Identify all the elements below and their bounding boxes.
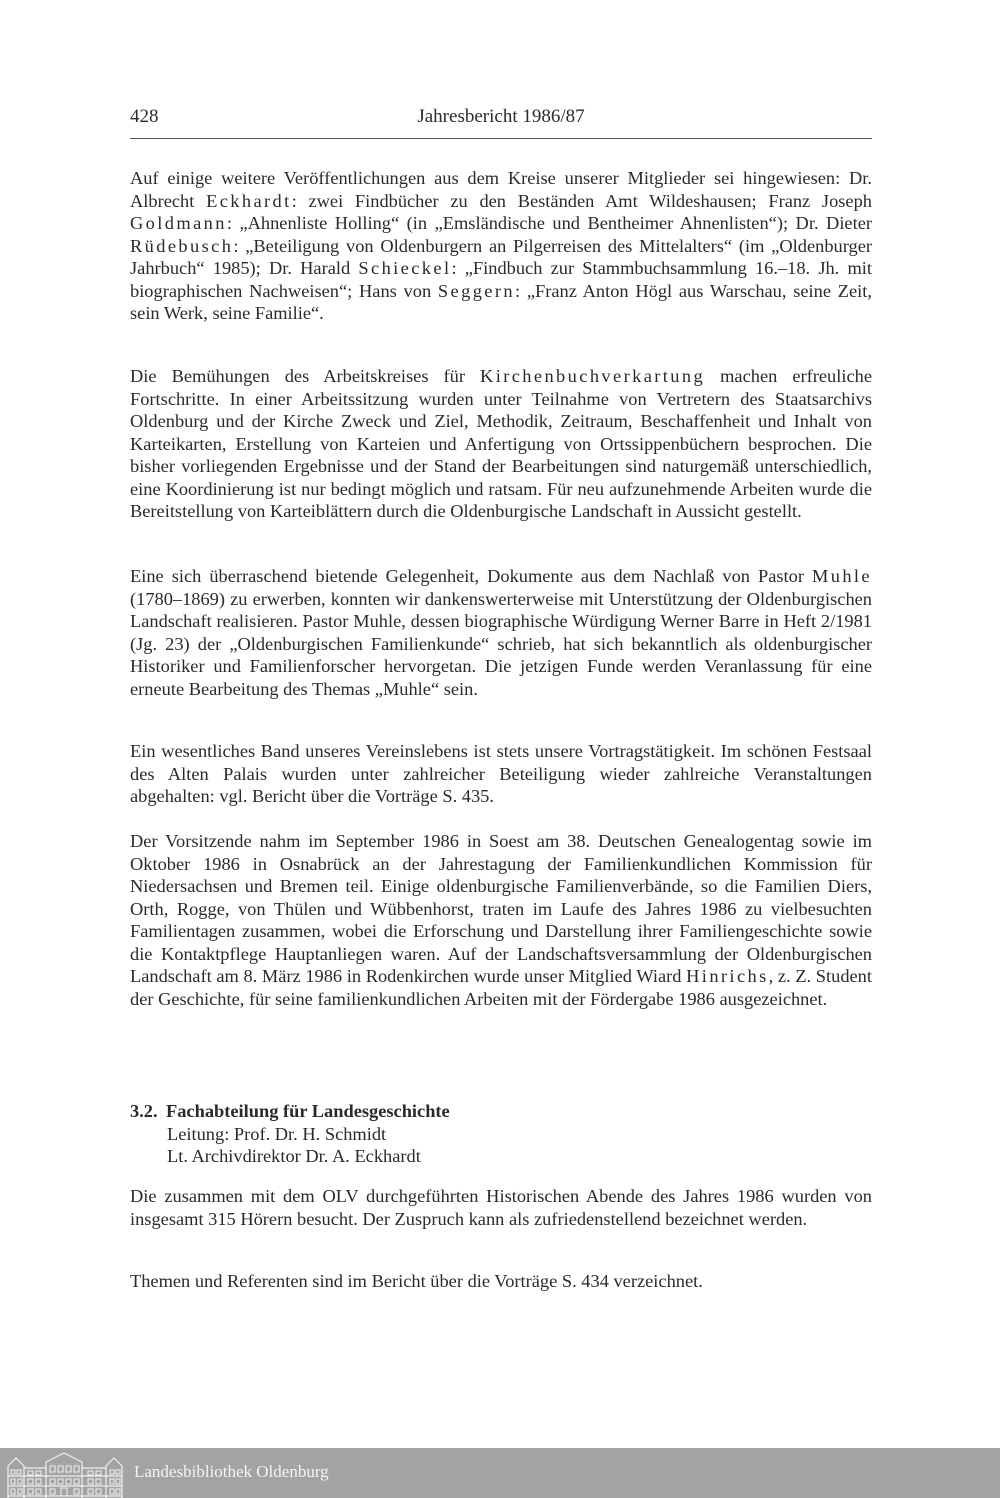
text: machen erfreuliche Fortschritte. In einer Arbeitssitzung wurden unter Teilnahme von Vertretern des Staatsarchivs Oldenburg und der Kirche Zweck und Ziel, Methodik, Zeitraum, Beschaffenheit und Inhalt von Karteikarten, Erstellung von Karteien und Anfertigung von Ortssippenbüchern besprochen. Die bisher vorliegenden Ergebnisse und der Stand der Bearbeitungen sind naturgemäß unterschiedlich, eine Koordinierung ist nur bedingt möglich und ratsam. Für neu aufzunehmende Arbeiten wurde die Bereitstellung von Karteiblättern durch die Oldenburgische Landschaft in Aussicht gestellt. xyxy=(130,366,872,521)
person-name: Rüdebusch xyxy=(130,235,234,256)
paragraph-themen: Themen und Referenten sind im Bericht über die Vorträge S. 434 verzeichnet. xyxy=(130,1271,703,1291)
text: : „Franz Anton Högl aus Warschau, seine Zeit, sein Werk, seine Familie“. xyxy=(130,280,872,323)
section-heading xyxy=(130,1100,872,1168)
paragraph-vorsitzende xyxy=(130,830,872,1010)
text: Die Bemühungen des Arbeitskreises für xyxy=(130,366,481,386)
library-building-icon xyxy=(6,1452,124,1498)
person-name: Muhle xyxy=(811,566,872,586)
text: Der Vorsitzende nahm im September 1986 in Soest am 38. Deutschen Genealogentag sowie im Oktober 1986 in Osnabrück an der Jahrestagung der Familienkundlichen Kommission für Niedersachsen und Bremen teil. Einige oldenburgische Familienverbände, so die Familien Diers, Orth, Rogge, von Thülen und Wübbenhorst, traten im Laufe des Jahres 1986 zu vielbesuchten Familientagen zusammen, wobei die Erforschung und Darstellung ihrer Familiengeschichte sowie die Kontaktpflege Hauptanliegen waren. Auf der Landschaftsversammlung der Oldenburgischen Landschaft am 8. März 1986 in Rodenkirchen wurde unser Mitglied Wiard xyxy=(130,831,872,986)
paragraph-muhle xyxy=(130,565,872,700)
section-number: 3.2. xyxy=(130,1101,158,1121)
page-number: 428 xyxy=(130,106,159,127)
running-header xyxy=(130,104,872,139)
person-name: Goldmann xyxy=(130,213,227,233)
paragraph-historische-abende: Die zusammen mit dem OLV durchgeführten Historischen Abende des Jahres 1986 wurden von insgesamt 315 Hörern besucht. Der Zuspruch kann als zufriedenstellend bezeichnet werden. xyxy=(130,1186,872,1229)
person-name: Schieckel xyxy=(358,258,452,278)
section-title: Fachabteilung für Landesgeschichte xyxy=(166,1101,450,1121)
library-name: Landesbibliothek Oldenburg xyxy=(134,1462,329,1481)
text: : zwei Findbücher zu den Beständen Amt Wildeshausen; Franz Joseph xyxy=(291,190,872,211)
text: (1780–1869) zu erwerben, konnten wir dankenswerterweise mit Unterstützung der Oldenburgischen Landschaft realisieren. Pastor Muhle, dessen biographische Würdigung Werner Barre in Heft 2/1981 (Jg. 23) der „Oldenburgischen Familienkunde“ schrieb, hat sich bekanntlich als oldenburgischer Historiker und Familienforscher hervorgetan. Die jetzigen Funde werden Veranlassung für eine erneute Bearbeitung des Themas „Muhle“ sein. xyxy=(130,588,872,699)
paragraph-publications xyxy=(130,167,872,325)
section-leader-line: Lt. Archivdirektor Dr. A. Eckhardt xyxy=(167,1146,421,1166)
page-header-area xyxy=(130,104,872,139)
spaced-term: Kirchenbuchverkartung xyxy=(480,366,706,386)
person-name: Hinrichs xyxy=(686,966,769,986)
text: Eine sich überraschend bietende Gelegenheit, Dokumente aus dem Nachlaß von Pastor xyxy=(130,566,812,586)
footer-bar xyxy=(0,1448,1000,1498)
text: : „Beteiligung von Oldenburgern an Pilgerreisen des Mittelalters“ (im „Oldenburger Jahrbuch“ 1985); Dr. Harald xyxy=(130,235,872,278)
text: : „Ahnenliste Holling“ (in „Emsländische und Bentheimer Ahnenlisten“); Dr. Dieter xyxy=(226,213,872,233)
text: , z. Z. Student der Geschichte, für seine familienkundlichen Arbeiten mit der Fördergabe 1986 ausgezeichnet. xyxy=(130,966,872,1009)
text: Auf einige weitere Veröffentlichungen aus dem Kreise unserer Mitglieder sei hingewiesen: Dr. Albrecht xyxy=(130,168,872,211)
text: : „Findbuch zur Stammbuchsammlung 16.–18. Jh. mit biographischen Nachweisen“; Hans von xyxy=(130,258,872,301)
section-leader-line: Leitung: Prof. Dr. H. Schmidt xyxy=(167,1123,387,1144)
paragraph-vortraege: Ein wesentliches Band unseres Vereinslebens ist stets unsere Vortragstätigkeit. Im schönen Festsaal des Alten Palais wurden unter zahlreicher Beteiligung wieder zahlreiche Veranstaltungen abgehalten: vgl. Bericht über die Vorträge S. 435. xyxy=(130,741,872,806)
paragraph-kirchenbuch xyxy=(130,365,872,523)
person-name: Seggern xyxy=(437,280,515,301)
section-title-line xyxy=(130,1100,872,1123)
person-name: Eckhardt xyxy=(206,190,292,211)
running-title: Jahresbericht 1986/87 xyxy=(417,106,585,127)
